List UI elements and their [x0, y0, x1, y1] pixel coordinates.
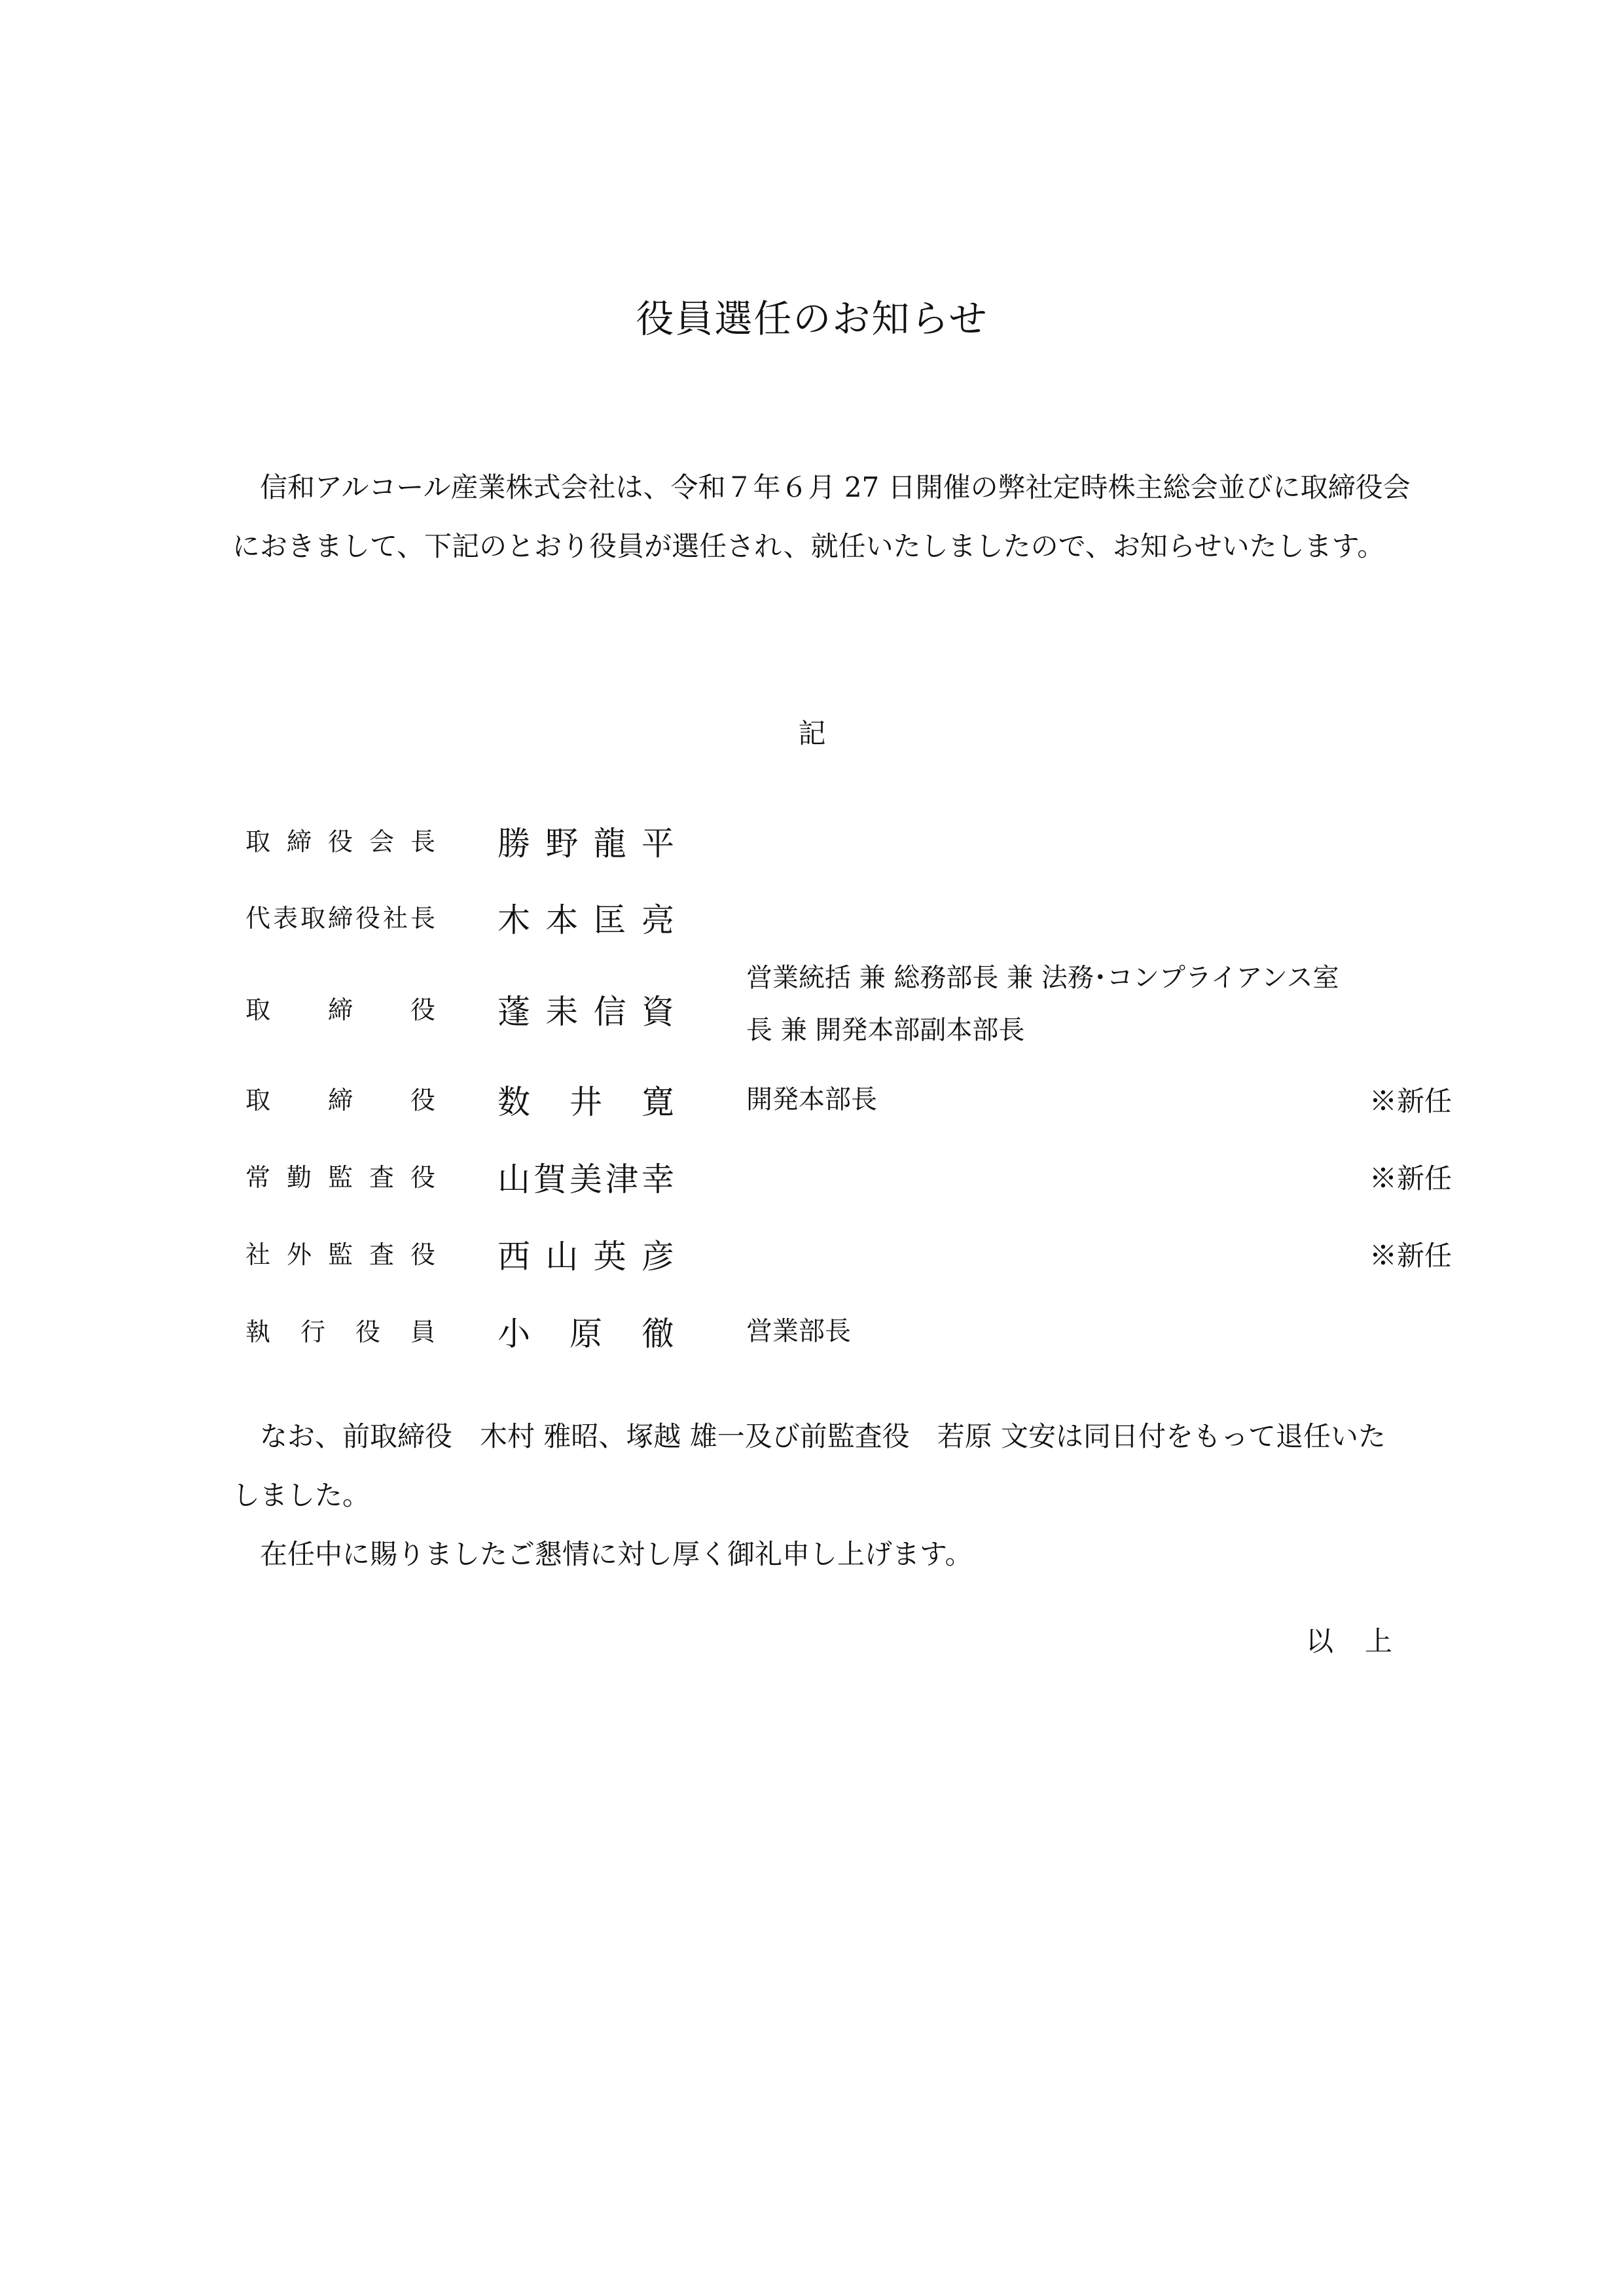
officer-role: 取締役会長 — [245, 827, 435, 856]
closing-text-2: 在任中に賜りましたご懇情に対し厚く御礼申し上げます。 — [260, 1538, 973, 1570]
officer-role: 執行役員 — [245, 1318, 435, 1346]
officer-role: 社外監査役 — [245, 1240, 435, 1269]
officer-name: 数井寛 — [497, 1083, 674, 1121]
officer-name: 小原徹 — [497, 1315, 674, 1353]
officer-row — [0, 1312, 1624, 1371]
officer-name: 木本匡亮 — [497, 901, 674, 939]
officer-role: 取締役 — [245, 996, 435, 1024]
officer-note: ※新任 — [1369, 1240, 1453, 1272]
officer-row — [0, 1234, 1624, 1293]
officer-role: 取締役 — [245, 1086, 435, 1115]
officer-name: 蓬耒信資 — [497, 993, 674, 1031]
intro-paragraph — [232, 458, 1411, 576]
document-title: 役員選任のお知らせ — [636, 296, 988, 341]
officer-role: 代表取締役社長 — [245, 904, 435, 933]
officer-row — [0, 963, 1624, 1049]
ki-heading: 記 — [798, 717, 826, 749]
officer-name: 西山英彦 — [497, 1238, 674, 1276]
officer-note: ※新任 — [1369, 1162, 1453, 1194]
officer-row — [0, 898, 1624, 957]
officer-name: 勝野龍平 — [497, 825, 674, 863]
officer-row — [0, 1157, 1624, 1216]
closing-text-1: なお、前取締役 木村 雅昭、塚越 雄一及び前監査役 若原 文安は同日付をもって退任いたしました。 — [232, 1420, 1386, 1511]
officer-duty: 営業統括 兼 総務部長 兼 法務･コンプライアンス室長 兼 開発本部副本部長 — [746, 963, 1339, 1045]
officer-duty: 営業部長 — [746, 1316, 851, 1346]
officer-duty: 開発本部長 — [746, 1085, 877, 1115]
officer-role: 常勤監査役 — [245, 1163, 435, 1192]
officer-name: 山賀美津幸 — [497, 1160, 674, 1198]
ijo-closing-mark: 以上 — [1306, 1625, 1424, 1657]
officer-row — [0, 821, 1624, 880]
intro-text: 信和アルコール産業株式会社は、令和７年６月 27 日開催の弊社定時株主総会並びに取締役会におきまして、下記のとおり役員が選任され、就任いたしましたので、お知らせいたします。 — [232, 471, 1411, 562]
officer-note: ※新任 — [1369, 1085, 1453, 1117]
closing-paragraph — [232, 1407, 1411, 1584]
officer-row — [0, 1080, 1624, 1139]
